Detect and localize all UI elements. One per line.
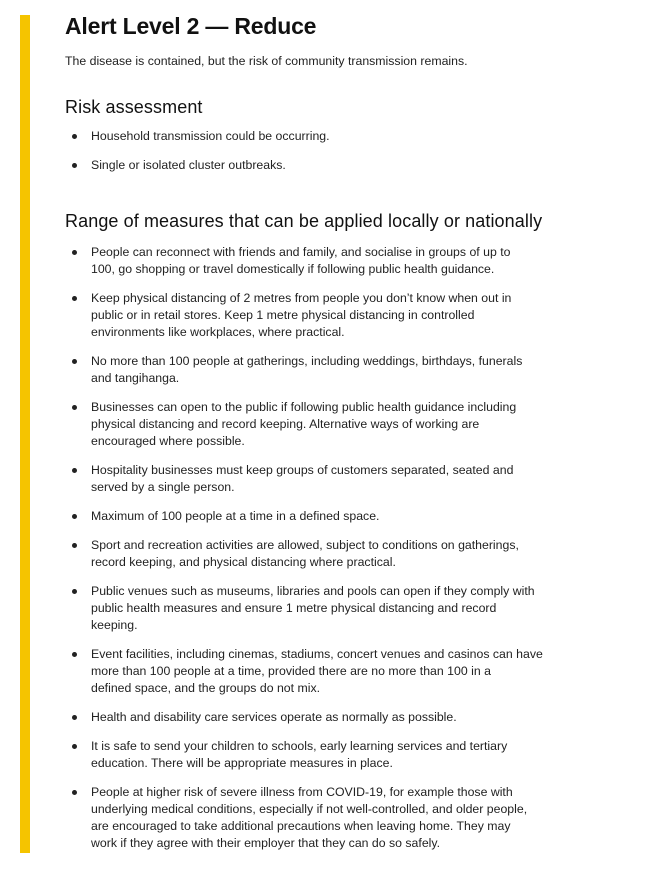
list-item-text: work if they agree with their employer that they can do so safely. bbox=[91, 836, 441, 850]
list-item-text: education. There will be appropriate measures in place. bbox=[91, 756, 393, 770]
list-item bbox=[65, 399, 543, 450]
bullet-icon bbox=[72, 359, 77, 364]
risk-assessment-list bbox=[65, 128, 330, 186]
list-item-text: defined space, and the groups do not mix. bbox=[91, 681, 321, 695]
list-item-text: Single or isolated cluster outbreaks. bbox=[91, 158, 286, 172]
bullet-icon bbox=[72, 468, 77, 473]
list-item-text: Keep physical distancing of 2 metres from people you don’t know when out in bbox=[91, 291, 512, 305]
bullet-icon bbox=[72, 514, 77, 519]
list-item-text: No more than 100 people at gatherings, including weddings, birthdays, funerals bbox=[91, 354, 523, 368]
list-item bbox=[65, 537, 543, 571]
list-item-text: public or in retail stores. Keep 1 metre physical distancing in controlled bbox=[91, 308, 475, 322]
list-item-text: encouraged where possible. bbox=[91, 434, 245, 448]
list-item-text: It is safe to send your children to schools, early learning services and tertiary bbox=[91, 739, 508, 753]
list-item-text: People can reconnect with friends and family, and socialise in groups of up to bbox=[91, 245, 511, 259]
list-item bbox=[65, 738, 543, 772]
list-item-text: Public venues such as museums, libraries and pools can open if they comply with bbox=[91, 584, 535, 598]
list-item bbox=[65, 709, 543, 726]
list-item-text: 100, go shopping or travel domestically if following public health guidance. bbox=[91, 262, 495, 276]
bullet-icon bbox=[72, 543, 77, 548]
list-item-text: Hospitality businesses must keep groups of customers separated, seated and bbox=[91, 463, 514, 477]
list-item-text: served by a single person. bbox=[91, 480, 235, 494]
list-item-text: underlying medical conditions, especially if not well-controlled, and older people, bbox=[91, 802, 528, 816]
list-item bbox=[65, 353, 543, 387]
list-item-text: Maximum of 100 people at a time in a defined space. bbox=[91, 509, 380, 523]
risk-assessment-heading: Risk assessment bbox=[65, 97, 203, 117]
list-item bbox=[65, 462, 543, 496]
list-item-text: environments like workplaces, where practical. bbox=[91, 325, 345, 339]
bullet-icon bbox=[72, 296, 77, 301]
list-item-text: People at higher risk of severe illness from COVID-19, for example those with bbox=[91, 785, 513, 799]
measures-list bbox=[65, 244, 543, 864]
list-item bbox=[65, 128, 330, 145]
list-item-text: Businesses can open to the public if following public health guidance including bbox=[91, 400, 517, 414]
list-item-text: and tangihanga. bbox=[91, 371, 180, 385]
bullet-icon bbox=[72, 589, 77, 594]
bullet-icon bbox=[72, 790, 77, 795]
list-item bbox=[65, 583, 543, 634]
list-item-text: Household transmission could be occurring. bbox=[91, 129, 330, 143]
list-item-text: physical distancing and record keeping. Alternative ways of working are bbox=[91, 417, 480, 431]
list-item-text: Sport and recreation activities are allowed, subject to conditions on gatherings, bbox=[91, 538, 519, 552]
alert-level-accent-bar bbox=[20, 15, 30, 853]
list-item-text: more than 100 people at a time, provided there are no more than 100 in a bbox=[91, 664, 491, 678]
bullet-icon bbox=[72, 744, 77, 749]
bullet-icon bbox=[72, 134, 77, 139]
list-item bbox=[65, 244, 543, 278]
bullet-icon bbox=[72, 715, 77, 720]
bullet-icon bbox=[72, 163, 77, 168]
list-item-text: keeping. bbox=[91, 618, 138, 632]
list-item bbox=[65, 784, 543, 852]
measures-heading: Range of measures that can be applied locally or nationally bbox=[65, 211, 543, 231]
bullet-icon bbox=[72, 250, 77, 255]
bullet-icon bbox=[72, 652, 77, 657]
list-item-text: Health and disability care services operate as normally as possible. bbox=[91, 710, 457, 724]
list-item bbox=[65, 290, 543, 341]
list-item bbox=[65, 157, 330, 174]
page-title: Alert Level 2 — Reduce bbox=[65, 13, 317, 39]
list-item-text: record keeping, and physical distancing where practical. bbox=[91, 555, 396, 569]
intro-text: The disease is contained, but the risk of community transmission remains. bbox=[65, 54, 468, 68]
list-item-text: Event facilities, including cinemas, stadiums, concert venues and casinos can have bbox=[91, 647, 543, 661]
list-item bbox=[65, 646, 543, 697]
list-item-text: are encouraged to take additional precautions when leaving home. They may bbox=[91, 819, 511, 833]
bullet-icon bbox=[72, 405, 77, 410]
list-item bbox=[65, 508, 543, 525]
list-item-text: public health measures and ensure 1 metre physical distancing and record bbox=[91, 601, 497, 615]
